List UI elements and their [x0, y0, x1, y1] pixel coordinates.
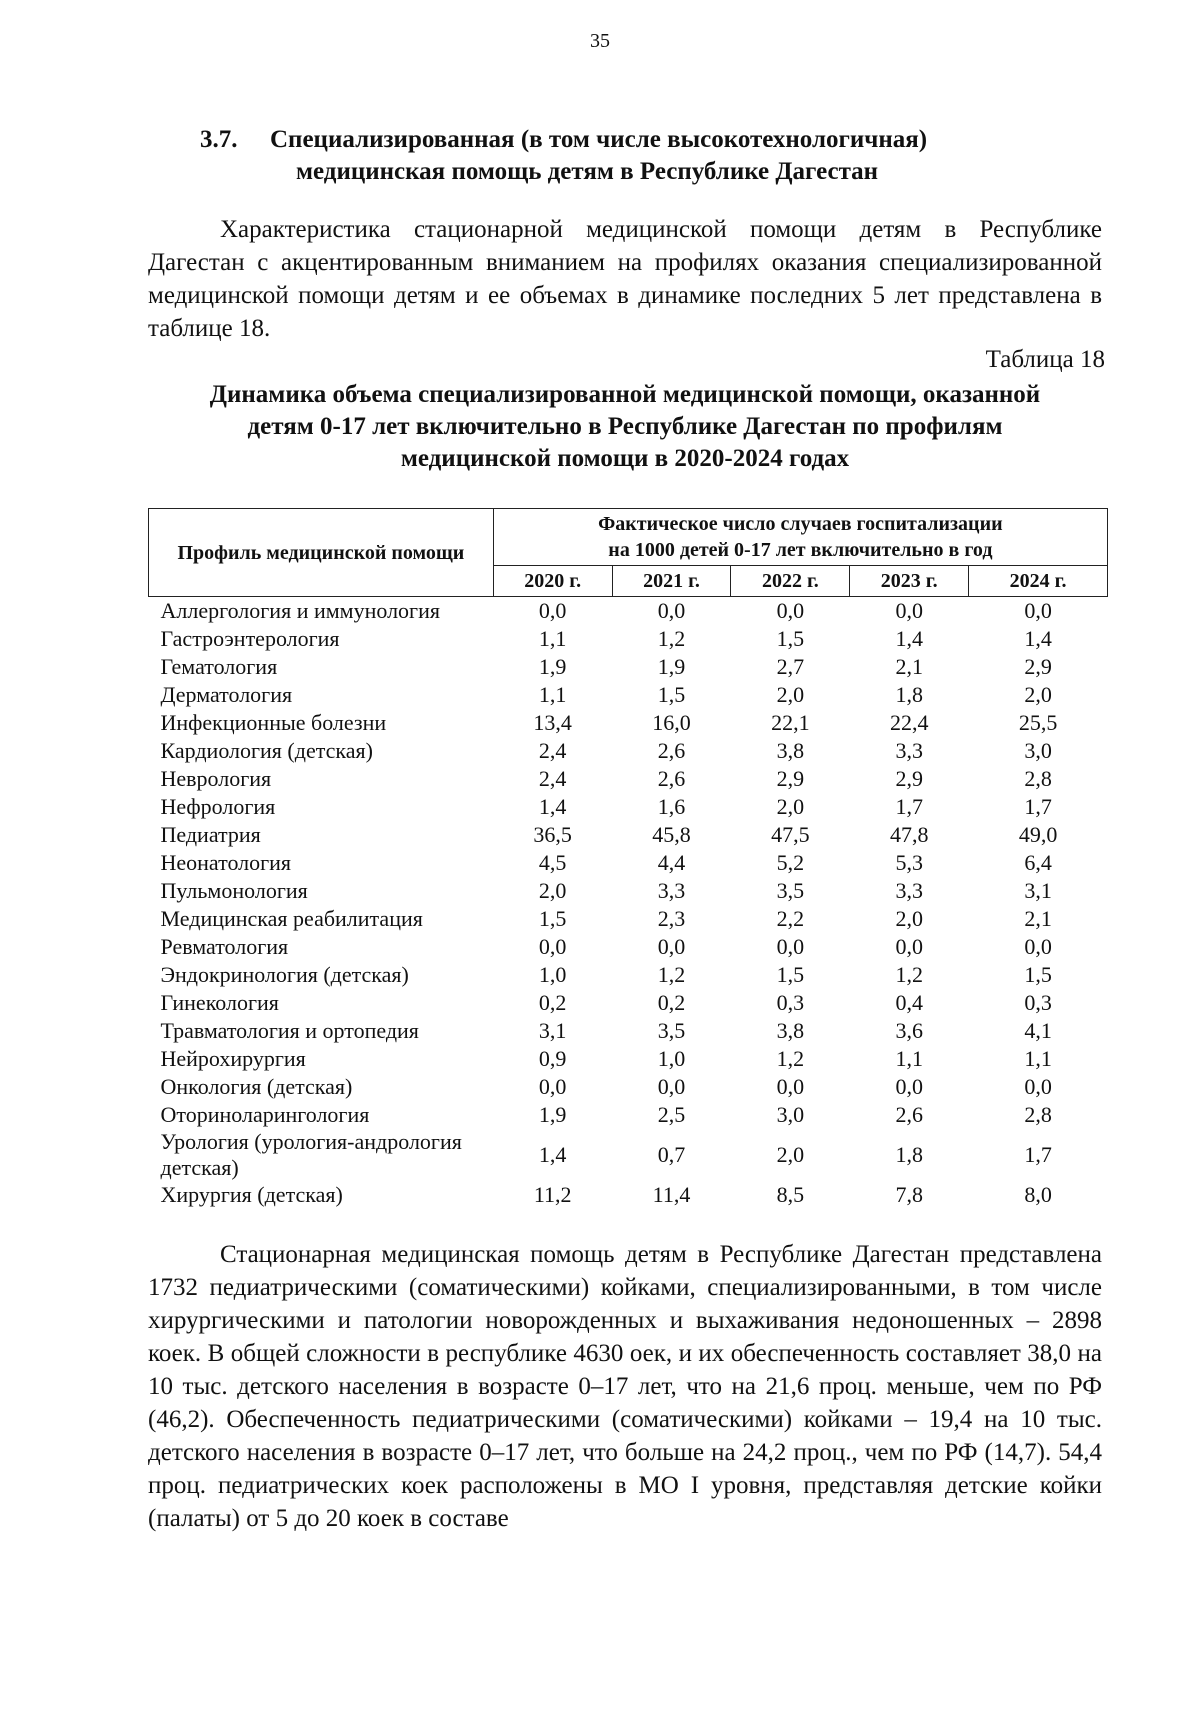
value-cell: 2,0 [776, 1142, 805, 1167]
group-header-line-2: на 1000 детей 0-17 лет включительно в год [608, 539, 993, 561]
profile-name-cell: Оториноларингология [160, 1102, 370, 1127]
year-header: 2020 г. [493, 566, 612, 597]
table-label: Таблица 18 [985, 346, 1105, 373]
profile-name-cell: Онкология (детская) [160, 1074, 353, 1099]
value-cell: 0,0 [657, 598, 686, 623]
year-header: 2021 г. [612, 566, 731, 597]
value-cell: 3,5 [657, 1018, 686, 1043]
section-title-line-1: Специализированная (в том числе высокотехнологичная) [270, 126, 928, 153]
value-cell: 47,8 [889, 822, 929, 847]
hospitalization-table [148, 508, 1108, 1209]
value-cell: 0,7 [657, 1142, 686, 1167]
table-row [149, 653, 1108, 681]
value-cell: 1,6 [657, 794, 686, 819]
value-cell: 1,0 [657, 1046, 686, 1071]
section-title [200, 124, 1100, 188]
table-row [149, 989, 1108, 1017]
profile-header: Профиль медицинской помощи [149, 509, 494, 597]
profile-name-cell: Нефрология [160, 794, 276, 819]
value-cell: 0,0 [538, 934, 567, 959]
profile-name-cell: Травматология и ортопедия [160, 1018, 419, 1043]
profile-name-cell: Гастроэнтерология [160, 626, 340, 651]
value-cell: 22,1 [771, 710, 810, 735]
table-row [149, 765, 1108, 793]
value-cell: 4,1 [1024, 1018, 1052, 1043]
value-cell: 2,6 [657, 766, 686, 791]
table-row [149, 681, 1108, 709]
value-cell: 1,9 [538, 654, 567, 679]
value-cell: 0,2 [538, 990, 567, 1015]
value-cell: 2,2 [776, 906, 805, 931]
table-row [149, 933, 1108, 961]
value-cell: 2,9 [895, 766, 923, 791]
table-caption-line-2: детям 0-17 лет включительно в Республике Дагестан по профилям [247, 413, 1003, 440]
value-cell: 3,8 [776, 738, 805, 763]
value-cell: 22,4 [889, 710, 929, 735]
value-cell: 47,5 [771, 822, 810, 847]
value-cell: 2,6 [657, 738, 686, 763]
profile-name-cell: Гематология [160, 654, 278, 679]
table-caption [148, 379, 1102, 475]
value-cell: 1,5 [776, 626, 805, 651]
value-cell: 16,0 [652, 710, 691, 735]
value-cell: 5,3 [895, 850, 923, 875]
value-cell: 0,9 [538, 1046, 567, 1071]
table-row [149, 1101, 1108, 1129]
value-cell: 2,7 [776, 654, 805, 679]
value-cell: 1,9 [657, 654, 686, 679]
table-row [149, 821, 1108, 849]
value-cell: 1,1 [538, 626, 567, 651]
value-cell: 49,0 [1018, 822, 1058, 847]
value-cell: 2,0 [1024, 682, 1052, 707]
value-cell: 3,1 [1024, 878, 1052, 903]
value-cell: 4,5 [538, 850, 567, 875]
profile-name-cell: Урология (урология-андрология детская) [160, 1129, 462, 1180]
value-cell: 2,1 [1024, 906, 1052, 931]
value-cell: 0,0 [895, 1074, 923, 1099]
value-cell: 0,0 [895, 598, 923, 623]
value-cell: 1,2 [776, 1046, 805, 1071]
value-cell: 4,4 [657, 850, 686, 875]
value-cell: 6,4 [1024, 850, 1052, 875]
table-row [149, 793, 1108, 821]
value-cell: 2,8 [1024, 766, 1052, 791]
value-cell: 1,1 [895, 1046, 923, 1071]
section-number: 3.7. [200, 126, 238, 153]
value-cell: 3,0 [776, 1102, 805, 1127]
value-cell: 3,3 [895, 738, 923, 763]
table-row [149, 849, 1108, 877]
table-caption-line-3: медицинской помощи в 2020-2024 годах [400, 445, 850, 472]
value-cell: 1,4 [895, 626, 923, 651]
section-title-line-2: медицинская помощь детям в Республике Дагестан [296, 158, 879, 185]
value-cell: 25,5 [1018, 710, 1058, 735]
profile-name-cell: Дерматология [160, 682, 293, 707]
value-cell: 3,3 [657, 878, 686, 903]
value-cell: 2,9 [1024, 654, 1052, 679]
profile-name-cell: Пульмонология [160, 878, 308, 903]
value-cell: 0,3 [1024, 990, 1052, 1015]
value-cell: 0,0 [776, 934, 805, 959]
value-cell: 1,5 [538, 906, 567, 931]
value-cell: 13,4 [533, 710, 572, 735]
value-cell: 1,8 [895, 682, 923, 707]
value-cell: 2,0 [776, 794, 805, 819]
value-cell: 0,0 [657, 1074, 686, 1099]
value-cell: 2,1 [895, 654, 923, 679]
value-cell: 3,6 [895, 1018, 923, 1043]
profile-name-cell: Ревматология [160, 934, 289, 959]
value-cell: 2,8 [1024, 1102, 1052, 1127]
table-row [149, 1181, 1108, 1209]
value-cell: 5,2 [776, 850, 805, 875]
table-row [149, 1129, 1108, 1181]
profile-name-cell: Нейрохирургия [160, 1046, 306, 1071]
value-cell: 1,4 [538, 794, 567, 819]
value-cell: 0,0 [776, 1074, 805, 1099]
value-cell: 1,4 [1024, 626, 1052, 651]
value-cell: 0,2 [657, 990, 686, 1015]
value-cell: 0,0 [776, 598, 805, 623]
value-cell: 1,8 [895, 1142, 923, 1167]
page-number: 35 [590, 30, 610, 52]
profile-name-cell: Кардиология (детская) [160, 738, 373, 763]
value-cell: 2,0 [538, 878, 567, 903]
intro-paragraph-block [148, 213, 1102, 345]
value-cell: 0,4 [895, 990, 923, 1015]
table-row [149, 709, 1108, 737]
value-cell: 0,3 [776, 990, 805, 1015]
value-cell: 8,0 [1024, 1182, 1052, 1207]
value-cell: 1,5 [1024, 962, 1052, 987]
value-cell: 11,4 [652, 1182, 691, 1207]
group-header [493, 509, 1107, 566]
value-cell: 11,2 [533, 1182, 572, 1207]
table-row [149, 737, 1108, 765]
table-row [149, 877, 1108, 905]
profile-name-cell: Эндокринология (детская) [160, 962, 409, 987]
profile-name-cell: Хирургия (детская) [160, 1182, 343, 1207]
table-caption-line-1: Динамика объема специализированной медицинской помощи, оказанной [209, 381, 1041, 408]
value-cell: 3,5 [776, 878, 805, 903]
profile-name-cell: Медицинская реабилитация [160, 906, 423, 931]
value-cell: 2,4 [538, 738, 567, 763]
value-cell: 1,0 [538, 962, 567, 987]
value-cell: 0,0 [1024, 934, 1052, 959]
profile-name-cell: Инфекционные болезни [160, 710, 387, 735]
value-cell: 2,5 [657, 1102, 686, 1127]
table-row [149, 625, 1108, 653]
value-cell: 0,0 [657, 934, 686, 959]
value-cell: 3,1 [538, 1018, 567, 1043]
profile-name-cell: Педиатрия [160, 822, 261, 847]
value-cell: 2,0 [776, 682, 805, 707]
profile-name-cell: Аллергология и иммунология [160, 598, 440, 623]
value-cell: 2,6 [895, 1102, 923, 1127]
value-cell: 8,5 [776, 1182, 805, 1207]
table-row [149, 961, 1108, 989]
closing-paragraph-block [148, 1238, 1102, 1535]
value-cell: 3,0 [1024, 738, 1052, 763]
value-cell: 1,7 [1024, 1142, 1052, 1167]
value-cell: 0,0 [538, 598, 567, 623]
intro-paragraph: Характеристика стационарной медицинской помощи детям в Республике Дагестан с акцентированным вниманием на профилях оказания специализированной медицинской помощи детям и ее объемах в динамике последних 5 лет представлена в таблице 18. [148, 216, 1102, 342]
value-cell: 2,3 [657, 906, 686, 931]
closing-paragraph: Стационарная медицинская помощь детям в Республике Дагестан представлена 1732 педиатрическими (соматическими) койками, специализированными, в том числе хирургическими и патологии новорожденных и выхаживания недоношенных – 2898 коек. В общей сложности в республике 4630 оек, и их обеспеченность составляет 38,0 на 10 тыс. детского населения в возрасте 0–17 лет, что на 21,6 проц. меньше, чем по РФ (46,2). Обеспеченность педиатрическими (соматическими) койками – 19,4 на 10 тыс. детского населения в возрасте 0–17 лет, что больше на 24,2 проц., чем по РФ (14,7). 54,4 проц. педиатрических коек расположены в МО I уровня, представляя детские койки (палаты) от 5 до 20 коек в составе [148, 1241, 1102, 1532]
table-row [149, 1073, 1108, 1101]
profile-name-cell: Неврология [160, 766, 272, 791]
profile-name-cell: Гинекология [160, 990, 279, 1015]
group-header-line-1: Фактическое число случаев госпитализации [598, 513, 1003, 535]
value-cell: 1,2 [895, 962, 923, 987]
value-cell: 45,8 [652, 822, 691, 847]
value-cell: 2,9 [776, 766, 805, 791]
table-row [149, 1045, 1108, 1073]
value-cell: 36,5 [533, 822, 572, 847]
value-cell: 7,8 [895, 1182, 923, 1207]
value-cell: 1,1 [538, 682, 567, 707]
table-body [149, 597, 1108, 1210]
value-cell: 1,2 [657, 962, 686, 987]
value-cell: 1,9 [538, 1102, 567, 1127]
value-cell: 1,7 [895, 794, 923, 819]
value-cell: 3,3 [895, 878, 923, 903]
value-cell: 0,0 [895, 934, 923, 959]
value-cell: 1,4 [538, 1142, 567, 1167]
value-cell: 1,1 [1024, 1046, 1052, 1071]
profile-name-cell: Неонатология [160, 850, 292, 875]
year-header: 2024 г. [969, 566, 1108, 597]
value-cell: 0,0 [1024, 1074, 1052, 1099]
year-header: 2023 г. [850, 566, 969, 597]
table-row [149, 1017, 1108, 1045]
value-cell: 1,7 [1024, 794, 1052, 819]
value-cell: 3,8 [776, 1018, 805, 1043]
value-cell: 0,0 [1024, 598, 1052, 623]
value-cell: 1,2 [657, 626, 686, 651]
value-cell: 0,0 [538, 1074, 567, 1099]
value-cell: 2,0 [895, 906, 923, 931]
table-row [149, 905, 1108, 933]
value-cell: 2,4 [538, 766, 567, 791]
value-cell: 1,5 [776, 962, 805, 987]
year-header: 2022 г. [731, 566, 850, 597]
value-cell: 1,5 [657, 682, 686, 707]
table-row [149, 597, 1108, 626]
